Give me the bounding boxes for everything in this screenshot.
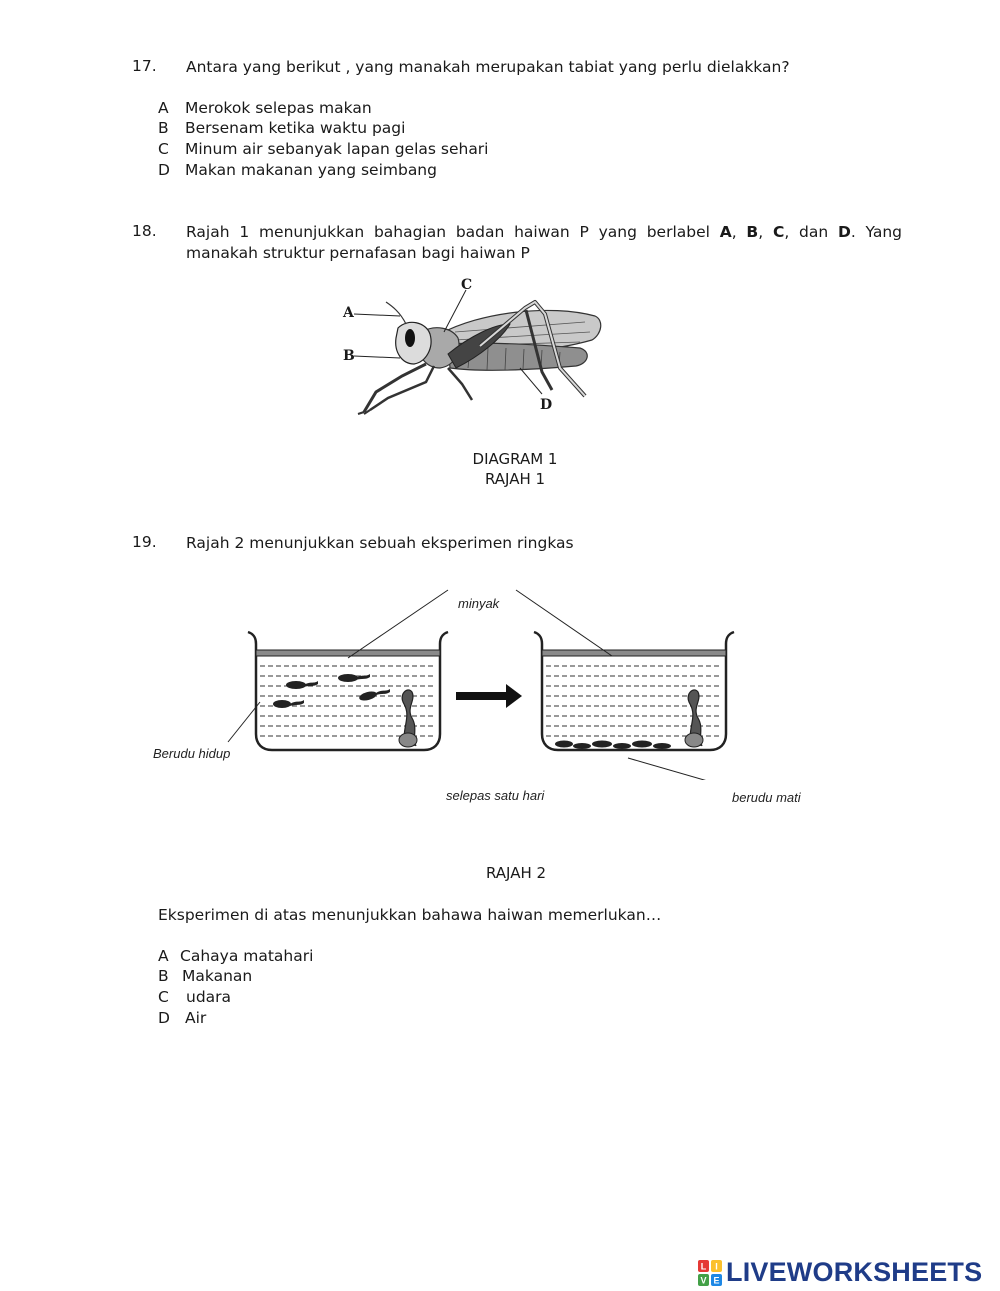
question-19-number: 19.	[132, 533, 157, 551]
grasshopper-diagram	[330, 272, 610, 422]
q18-text-end: . Yang	[850, 223, 903, 241]
liveworksheets-wordmark: LIVEWORKSHEETS	[726, 1257, 983, 1287]
option-text: Merokok selepas makan	[185, 99, 372, 117]
q19-option-b[interactable]	[158, 966, 252, 987]
label-berudu-hidup: Berudu hidup	[153, 746, 231, 761]
option-letter: C	[158, 988, 169, 1006]
option-text: Bersenam ketika waktu pagi	[185, 119, 406, 137]
svg-text:E: E	[713, 1275, 720, 1285]
q17-option-b[interactable]	[158, 118, 405, 139]
q18-sep: , dan	[784, 223, 838, 241]
label-selepas-satu-hari: selepas satu hari	[446, 788, 545, 803]
q17-option-a[interactable]	[158, 98, 372, 119]
q19-option-d[interactable]	[158, 1008, 206, 1029]
question-17-number: 17.	[132, 57, 157, 75]
svg-text:L: L	[700, 1261, 707, 1271]
option-letter: D	[158, 161, 170, 179]
q18-label-c: C	[772, 223, 785, 241]
question-18-line-2: manakah struktur pernafasan bagi haiwan P	[186, 244, 530, 262]
q18-label-b: B	[746, 223, 759, 241]
grasshopper-label-b: B	[343, 348, 355, 364]
rajah-1-caption: RAJAH 1	[484, 470, 546, 488]
svg-text:I: I	[715, 1261, 718, 1271]
question-19-prompt: Eksperimen di atas menunjukkan bahawa haiwan memerlukan…	[158, 906, 662, 924]
q19-option-c[interactable]	[158, 987, 231, 1008]
option-letter: B	[158, 967, 169, 985]
option-letter: B	[158, 119, 169, 137]
option-text: Makanan	[182, 967, 253, 985]
grasshopper-label-a: A	[343, 305, 354, 321]
grasshopper-label-c: C	[461, 277, 473, 293]
svg-text:V: V	[700, 1275, 707, 1285]
q17-option-c[interactable]	[158, 139, 489, 160]
question-18-line-1	[186, 222, 902, 243]
q18-text-start: Rajah 1 menunjukkan bahagian badan haiwan P yang berlabel	[186, 223, 720, 241]
option-text: udara	[186, 988, 232, 1006]
q19-option-a[interactable]	[158, 946, 313, 967]
option-text: Air	[185, 1009, 207, 1027]
option-letter: D	[158, 1009, 170, 1027]
label-berudu-mati: berudu mati	[732, 790, 801, 805]
q18-label-d: D	[837, 223, 851, 241]
option-letter: C	[158, 140, 169, 158]
q18-sep: ,	[731, 223, 747, 241]
question-19-text: Rajah 2 menunjukkan sebuah eksperimen ringkas	[186, 534, 574, 552]
label-minyak: minyak	[458, 596, 500, 611]
liveworksheets-icon	[698, 1260, 722, 1286]
option-text: Minum air sebanyak lapan gelas sehari	[185, 140, 489, 158]
q18-sep: ,	[758, 223, 773, 241]
rajah-2-caption: RAJAH 2	[485, 864, 547, 882]
option-text: Makan makanan yang seimbang	[185, 161, 437, 179]
q18-label-a: A	[719, 223, 732, 241]
q17-option-d[interactable]	[158, 160, 437, 181]
question-18-number: 18.	[132, 222, 157, 240]
option-letter: A	[158, 947, 169, 965]
liveworksheets-logo	[698, 1257, 982, 1288]
experiment-diagram	[150, 580, 750, 780]
option-letter: A	[158, 99, 169, 117]
grasshopper-label-d: D	[540, 397, 553, 413]
option-text: Cahaya matahari	[180, 947, 314, 965]
diagram-1-caption: DIAGRAM 1	[472, 450, 558, 468]
question-17-text: Antara yang berikut , yang manakah merupakan tabiat yang perlu dielakkan?	[186, 58, 790, 76]
